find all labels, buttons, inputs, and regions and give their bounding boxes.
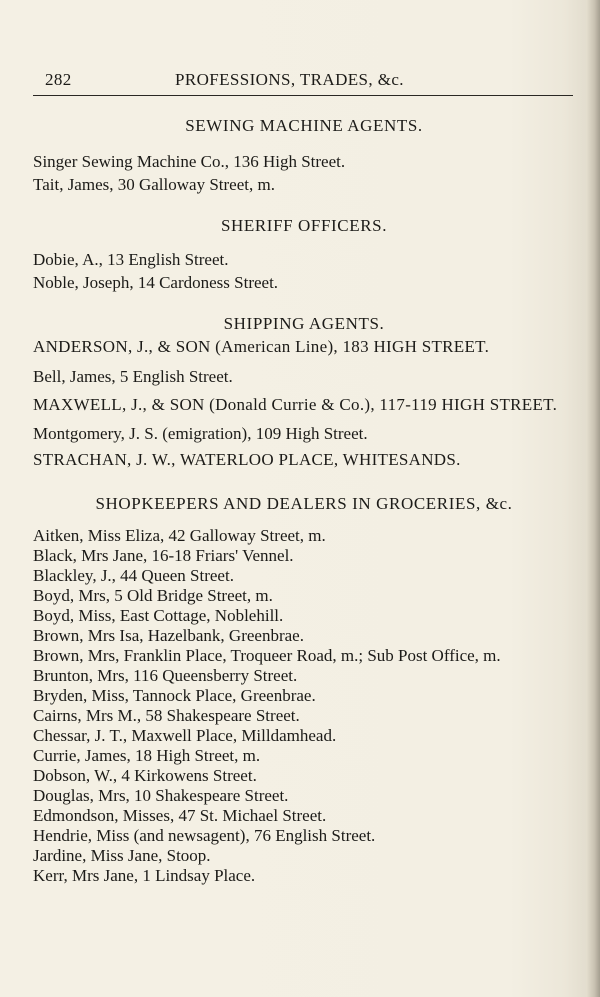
list-entry: Bell, James, 5 English Street. (33, 367, 233, 386)
list-entry: Aitken, Miss Eliza, 42 Galloway Street, m. (33, 526, 326, 545)
list-entry: Montgomery, J. S. (emigration), 109 High Street. (33, 424, 368, 443)
page-header (33, 70, 573, 96)
list-entry: Edmondson, Misses, 47 St. Michael Street. (33, 806, 327, 825)
list-entry: Hendrie, Miss (and newsagent), 76 English Street. (33, 826, 376, 845)
section-heading: SEWING MACHINE AGENTS. (185, 116, 423, 135)
list-entry: Chessar, J. T., Maxwell Place, Milldamhead. (33, 726, 337, 745)
list-entry: Bryden, Miss, Tannock Place, Greenbrae. (33, 686, 316, 705)
list-entry: Jardine, Miss Jane, Stoop. (33, 846, 211, 865)
list-entry: Tait, James, 30 Galloway Street, m. (33, 175, 275, 194)
section-heading: SHIPPING AGENTS. (223, 314, 385, 333)
list-entry: Kerr, Mrs Jane, 1 Lindsay Place. (33, 866, 256, 885)
page-gutter (586, 0, 600, 997)
section-heading: SHOPKEEPERS AND DEALERS IN GROCERIES, &c. (95, 494, 513, 513)
list-entry: Boyd, Mrs, 5 Old Bridge Street, m. (33, 586, 273, 605)
list-entry: Dobson, W., 4 Kirkowens Street. (33, 766, 257, 785)
header-rule (33, 95, 573, 96)
list-entry: Blackley, J., 44 Queen Street. (33, 566, 234, 585)
directory-content (33, 110, 575, 886)
list-entry: Black, Mrs Jane, 16-18 Friars' Vennel. (33, 546, 294, 565)
page-number: 282 (45, 70, 72, 89)
list-entry: Boyd, Miss, East Cottage, Noblehill. (33, 606, 284, 625)
list-entry: Brown, Mrs Isa, Hazelbank, Greenbrae. (33, 626, 304, 645)
list-entry: ANDERSON, J., & SON (American Line), 183 HIGH STREET. (33, 337, 490, 356)
list-entry: Noble, Joseph, 14 Cardoness Street. (33, 273, 279, 292)
section-heading: SHERIFF OFFICERS. (220, 216, 388, 235)
list-entry: Currie, James, 18 High Street, m. (33, 746, 261, 765)
list-entry: Brunton, Mrs, 116 Queensberry Street. (33, 666, 298, 685)
list-entry: Dobie, A., 13 English Street. (33, 250, 229, 269)
list-entry: STRACHAN, J. W., WATERLOO PLACE, WHITESANDS. (33, 450, 461, 469)
list-entry: Singer Sewing Machine Co., 136 High Street. (33, 152, 346, 171)
list-entry: Douglas, Mrs, 10 Shakespeare Street. (33, 786, 289, 805)
list-entry: Cairns, Mrs M., 58 Shakespeare Street. (33, 706, 300, 725)
running-title: PROFESSIONS, TRADES, &c. (175, 70, 404, 89)
list-entry: MAXWELL, J., & SON (Donald Currie & Co.), 117-119 HIGH STREET. (33, 395, 558, 414)
list-entry: Brown, Mrs, Franklin Place, Troqueer Road, m.; Sub Post Office, m. (33, 646, 501, 665)
